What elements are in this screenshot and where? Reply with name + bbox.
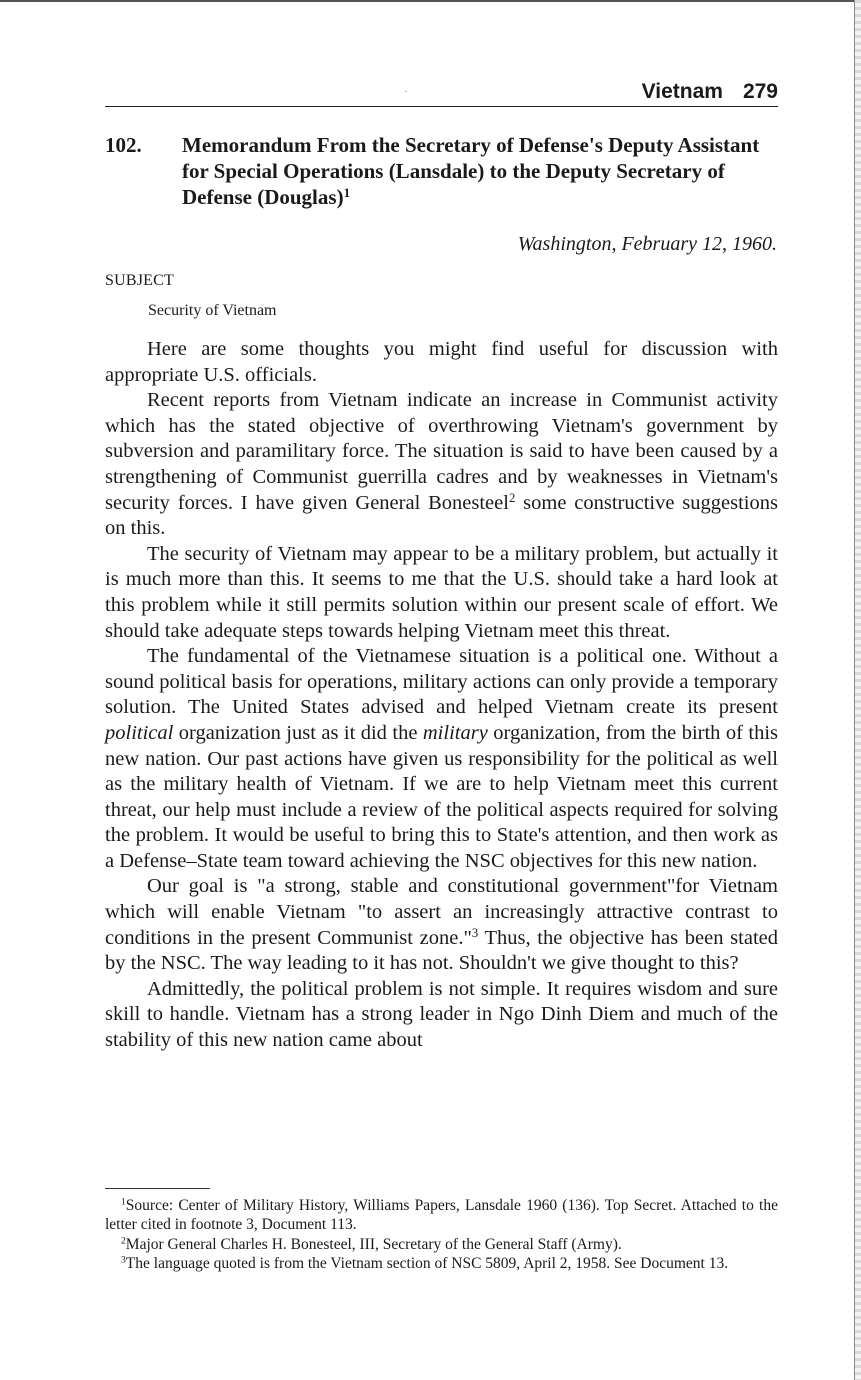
footnote-1-text: Source: Center of Military History, Williams Papers, Lansdale 1960 (136). Top Secret. Attached to the letter cited in footnote 3, Document 113. [105,1197,778,1234]
memo-body [105,337,778,1054]
paragraph-4-text-b: organization just as it did the [173,721,423,744]
footnote-mark-2: 2 [121,1235,126,1247]
document-heading [105,132,785,210]
paragraph-6: Admittedly, the political problem is not simple. It requires wisdom and sure skill to handle. Vietnam has a strong leader in Ngo Dinh Diem and much of the stability of this new nation came about [105,977,778,1052]
paragraph-4-emphasis-military: military [422,721,488,744]
footnote-ref-2[interactable]: 2 [508,490,516,505]
paragraph-5-text-a: Our goal is "a strong, stable and constitutional government"for Vietnam which will enable Vietnam "to assert an increasingly attractive contrast to conditions in the present Communist zone." [105,875,778,949]
running-head [105,78,778,107]
running-head-section: Vietnam [641,80,723,103]
paragraph-4-text-c: organization, from the birth of this new nation. Our past actions have given us responsibility for the political as well as the military health of Vietnam. If we are to help Vietnam meet this current threat, our help must include a review of the political aspects required for solving the problem. It would be useful to bring this to State's attention, and then work as a Defense–State team toward achieving the NSC objectives for this new nation. [105,721,778,872]
paragraph-2-text-a: Recent reports from Vietnam indicate an increase in Communist activity which has the stated objective of overthrowing Vietnam's government by subversion and paramilitary force. The situation is said to have been caused by a strengthening of Communist guerrilla cadres and by weaknesses in Vietnam's security forces. I have given General Bonesteel [105,389,778,514]
footnote-ref-1[interactable]: 1 [343,184,351,200]
subject-text: Security of Vietnam [148,302,277,319]
paragraph-2 [105,388,778,542]
footnote-2 [105,1235,778,1254]
document-number: 102. [105,133,142,157]
page-binding-edge [854,0,861,1380]
footnote-2-text: Major General Charles H. Bonesteel, III, Secretary of the General Staff (Army). [125,1235,622,1253]
footnotes [105,1196,778,1274]
subject-label: SUBJECT [105,272,174,289]
scan-speck: · [404,86,408,98]
paragraph-4 [105,644,778,874]
footnote-mark-1: 1 [121,1196,126,1208]
footnote-3 [105,1254,778,1273]
paragraph-1: Here are some thoughts you might find useful for discussion with appropriate U.S. officials. [105,338,778,386]
footnote-divider [105,1188,210,1189]
dateline: Washington, February 12, 1960. [517,233,777,255]
footnote-3-text: The language quoted is from the Vietnam section of NSC 5809, April 2, 1958. See Document 13. [125,1255,729,1273]
document-title [182,132,785,210]
footnote-mark-3: 3 [121,1254,126,1266]
page-number: 279 [742,80,778,103]
footnote-ref-3[interactable]: 3 [471,925,479,940]
paragraph-5 [105,874,778,976]
document-title-text: Memorandum From the Secretary of Defense's Deputy Assistant for Special Operations (Lansdale) to the Deputy Secretary of Defense (Douglas) [182,133,760,209]
paragraph-4-text-a: The fundamental of the Vietnamese situation is a political one. Without a sound political basis for operations, military actions can only provide a temporary solution. The United States advised and helped Vietnam create its present [105,645,778,719]
footnote-1 [105,1196,778,1235]
paragraph-2-text-b: some constructive suggestions on this. [105,491,778,540]
paragraph-4-emphasis-political: political [105,721,174,744]
paragraph-5-text-b: Thus, the objective has been stated by the NSC. The way leading to it has not. Shouldn't we give thought to this? [105,926,778,975]
page-top-edge [0,0,861,2]
paragraph-3: The security of Vietnam may appear to be a military problem, but actually it is much more than this. It seems to me that the U.S. should take a hard look at this problem while it still permits solution within our present scale of effort. We should take adequate steps towards helping Vietnam meet this threat. [105,542,778,642]
